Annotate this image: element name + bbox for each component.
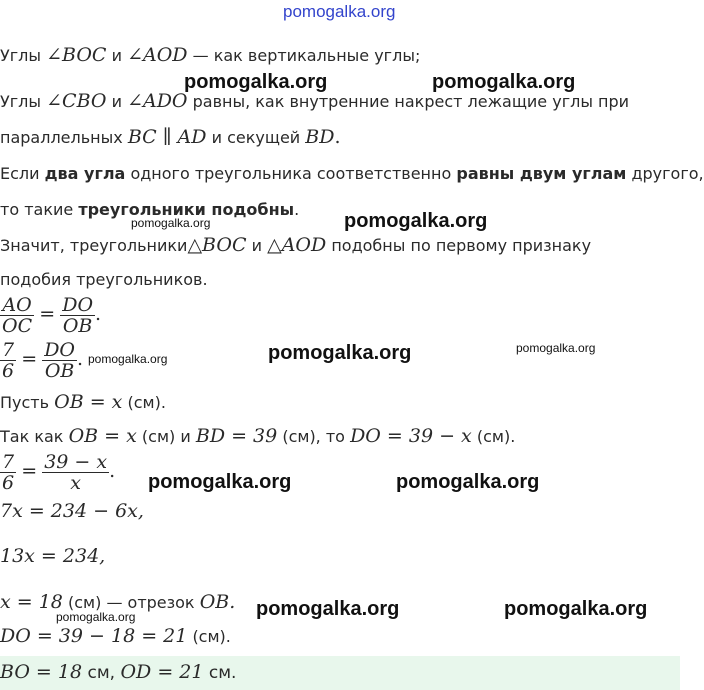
- numerator: 39 − x: [44, 451, 108, 473]
- bold-text: треугольники подобны: [78, 200, 295, 219]
- math: ∠ADO: [127, 90, 188, 112]
- bold-text: два угла: [44, 164, 126, 183]
- text: — как вертикальные углы;: [192, 46, 421, 65]
- text: (см).: [192, 627, 231, 646]
- text-line-alternate-angles: [0, 90, 629, 112]
- text: то такие: [0, 200, 74, 219]
- math: BO = 18: [0, 661, 83, 683]
- text: Углы: [0, 46, 42, 65]
- math: ∠BOC: [46, 44, 107, 66]
- equation-2: 13x = 234,: [0, 545, 106, 567]
- text: другого,: [631, 164, 704, 183]
- math: BD: [305, 126, 335, 148]
- proportion-1: [0, 295, 101, 336]
- text: Значит, треугольники: [0, 236, 188, 255]
- watermark: pomogalka.org: [396, 471, 540, 493]
- watermark: pomogalka.org: [504, 598, 648, 620]
- text: .: [334, 126, 341, 148]
- watermark: pomogalka.org: [148, 471, 292, 493]
- math: DO = 39 − x: [350, 425, 472, 447]
- fraction: [60, 295, 95, 336]
- text: .: [95, 303, 102, 325]
- bold-text: равны двум углам: [456, 164, 627, 183]
- text: и: [111, 92, 122, 111]
- numerator: 7: [2, 451, 15, 473]
- numerator: AO: [2, 294, 32, 316]
- text: Так как: [0, 427, 64, 446]
- math: OB = x: [54, 391, 123, 413]
- text: Если: [0, 164, 40, 183]
- equals: =: [21, 460, 38, 482]
- text: (см).: [476, 427, 516, 446]
- math: △BOC: [187, 234, 247, 256]
- text: и: [111, 46, 122, 65]
- text: и: [251, 236, 262, 255]
- text: (см) — отрезок: [68, 593, 195, 612]
- equation-1: 7x = 234 − 6x,: [0, 500, 144, 522]
- fraction: [0, 340, 16, 381]
- math: OB.: [199, 591, 236, 613]
- text: .: [109, 460, 116, 482]
- math: BC ∥ AD: [127, 126, 207, 148]
- watermark: pomogalka.org: [256, 598, 400, 620]
- text: и секущей: [211, 128, 301, 147]
- watermark: pomogalka.org: [131, 216, 211, 230]
- denominator: 6: [2, 472, 15, 494]
- text: (см), то: [282, 427, 345, 446]
- equals: =: [39, 303, 56, 325]
- text: подобия треугольников.: [0, 270, 208, 289]
- denominator: OC: [2, 315, 33, 337]
- watermark: pomogalka.org: [268, 342, 412, 364]
- text: (см).: [127, 393, 166, 412]
- math: BD = 39: [195, 425, 278, 447]
- numerator: DO: [62, 294, 94, 316]
- text: одного треугольника соответственно: [130, 164, 452, 183]
- math: OD = 21: [120, 661, 204, 683]
- math: ∠CBO: [46, 90, 107, 112]
- text: см.: [208, 663, 237, 683]
- numerator: DO: [44, 339, 76, 361]
- text-line-similarity: [0, 270, 208, 289]
- text: Пусть: [0, 393, 50, 412]
- text-line-parallel: [0, 126, 341, 148]
- equals: =: [21, 348, 38, 370]
- fraction: [42, 452, 109, 493]
- text: (см) и: [141, 427, 191, 446]
- watermark: pomogalka.org: [432, 71, 576, 93]
- equation-4: [0, 625, 231, 647]
- text: параллельных: [0, 128, 123, 147]
- math: DO = 39 − 18 = 21: [0, 625, 188, 647]
- text: .: [294, 200, 300, 219]
- fraction: [0, 295, 34, 336]
- denominator: x: [42, 472, 109, 493]
- text-line-since: [0, 425, 515, 447]
- watermark-top: pomogalka.org: [283, 2, 396, 21]
- watermark: pomogalka.org: [516, 341, 596, 355]
- text: Углы: [0, 92, 42, 111]
- numerator: 7: [2, 339, 15, 361]
- answer-text: [0, 661, 236, 683]
- math: x = 18: [0, 591, 63, 613]
- answer-box: [0, 656, 680, 690]
- denominator: OB: [42, 360, 77, 381]
- fraction: [42, 340, 77, 381]
- text: см,: [87, 663, 116, 683]
- proportion-3: [0, 452, 115, 493]
- text-line-let: [0, 391, 166, 413]
- math: ∠AOD: [127, 44, 188, 66]
- watermark: pomogalka.org: [88, 352, 168, 366]
- text: равны, как внутренние накрест лежащие углы при: [192, 92, 630, 111]
- proportion-2: [0, 340, 83, 381]
- denominator: 6: [2, 360, 15, 382]
- fraction: [0, 452, 16, 493]
- text-line-criterion: [0, 164, 704, 183]
- watermark: pomogalka.org: [344, 210, 488, 232]
- math: OB = x: [68, 425, 137, 447]
- math: △AOD: [267, 234, 327, 256]
- watermark: pomogalka.org: [184, 71, 328, 93]
- text-line-vertical-angles: [0, 44, 420, 66]
- text: .: [77, 348, 84, 370]
- text-line-triangles: [0, 234, 591, 256]
- watermark: pomogalka.org: [56, 610, 136, 624]
- denominator: OB: [60, 315, 95, 336]
- text: подобны по первому признаку: [331, 236, 592, 255]
